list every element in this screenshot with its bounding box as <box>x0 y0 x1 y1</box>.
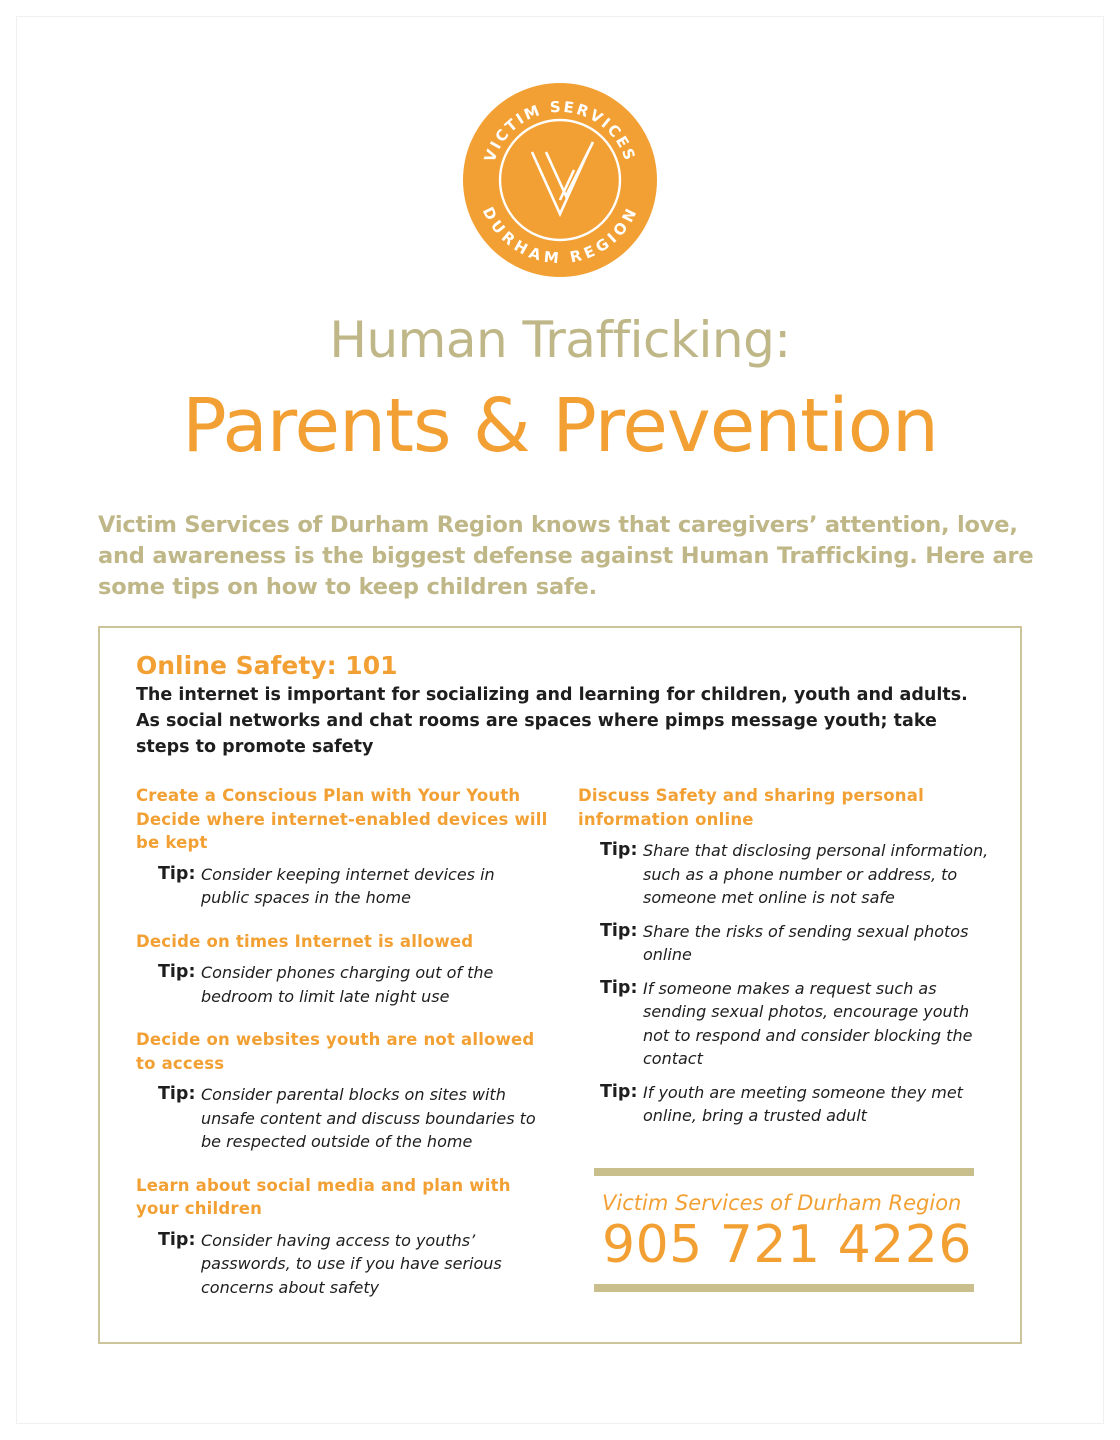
tip-label: Tip: <box>600 840 638 860</box>
right-column <box>578 784 998 1138</box>
tip <box>578 1081 998 1128</box>
tip <box>136 863 556 910</box>
tip-text: If youth are meeting someone they met online, bring a trusted adult <box>643 1082 963 1125</box>
contact-bottom-bar <box>594 1284 974 1292</box>
section-heading: Decide on times Internet is allowed <box>136 931 474 951</box>
tip-label: Tip: <box>158 1084 196 1104</box>
tip-text: Consider parental blocks on sites with unsafe content and discuss boundaries to be respected outside of the home <box>201 1085 536 1151</box>
tip-text: Consider phones charging out of the bedroom to limit late night use <box>201 963 494 1006</box>
tip-text: Consider keeping internet devices in public spaces in the home <box>201 864 495 907</box>
tip-label: Tip: <box>158 863 196 884</box>
tip-label: Tip: <box>158 962 196 982</box>
tip-text: If someone makes a request such as sending sexual photos, encourage youth not to respond and consider blocking the contact <box>643 978 973 1068</box>
tip <box>136 1083 556 1154</box>
tip-label: Tip: <box>600 977 638 998</box>
section-heading: Discuss Safety and sharing personal information online <box>578 786 924 829</box>
tip-text: Share the risks of sending sexual photos online <box>643 921 969 964</box>
victim-services-logo <box>462 82 658 278</box>
tip <box>136 961 556 1008</box>
box-intro: The internet is important for socializing and learning for children, youth and adults. As social networks and chat rooms are spaces where pimps message youth; take steps to promote safety <box>136 685 968 757</box>
box-heading: Online Safety: 101 <box>136 651 398 680</box>
section-heading: Learn about social media and plan with your children <box>136 1175 511 1218</box>
tip <box>578 977 998 1071</box>
contact-phone-number: 905 721 4226 <box>602 1215 972 1275</box>
tip-text: Share that disclosing personal information, such as a phone number or address, to someone met online is not safe <box>643 841 989 907</box>
contact-block <box>594 1168 974 1298</box>
section-heading: Create a Conscious Plan with Your Youth Decide where internet-enabled devices will be kept <box>136 786 548 852</box>
section-times <box>136 930 556 1009</box>
tip <box>578 920 998 967</box>
tip-label: Tip: <box>600 1081 638 1102</box>
tip <box>578 839 998 910</box>
section-social-media <box>136 1174 556 1300</box>
contact-org-name: Victim Services of Durham Region <box>602 1191 962 1215</box>
title-line-2: Parents & Prevention <box>182 383 938 469</box>
intro-paragraph: Victim Services of Durham Region knows that caregivers’ attention, love, and awareness is the biggest defense against Human Trafficking. Here are some tips on how to keep children safe. <box>98 512 1034 600</box>
logo-bottom-text: DURHAM REGION <box>478 204 642 268</box>
title-line-1: Human Trafficking: <box>329 311 791 369</box>
section-heading: Decide on websites youth are not allowed to access <box>136 1030 535 1073</box>
section-plan <box>136 784 556 910</box>
logo-top-text: VICTIM SERVICES <box>480 97 640 165</box>
online-safety-box <box>98 626 1022 1344</box>
left-column <box>136 784 556 1319</box>
tip-label: Tip: <box>158 1229 196 1250</box>
section-websites <box>136 1028 556 1154</box>
tip <box>136 1229 556 1300</box>
tip-label: Tip: <box>600 920 638 941</box>
contact-top-bar <box>594 1168 974 1176</box>
tip-text: Consider having access to youths’ passwords, to use if you have serious concerns about safety <box>201 1230 502 1297</box>
